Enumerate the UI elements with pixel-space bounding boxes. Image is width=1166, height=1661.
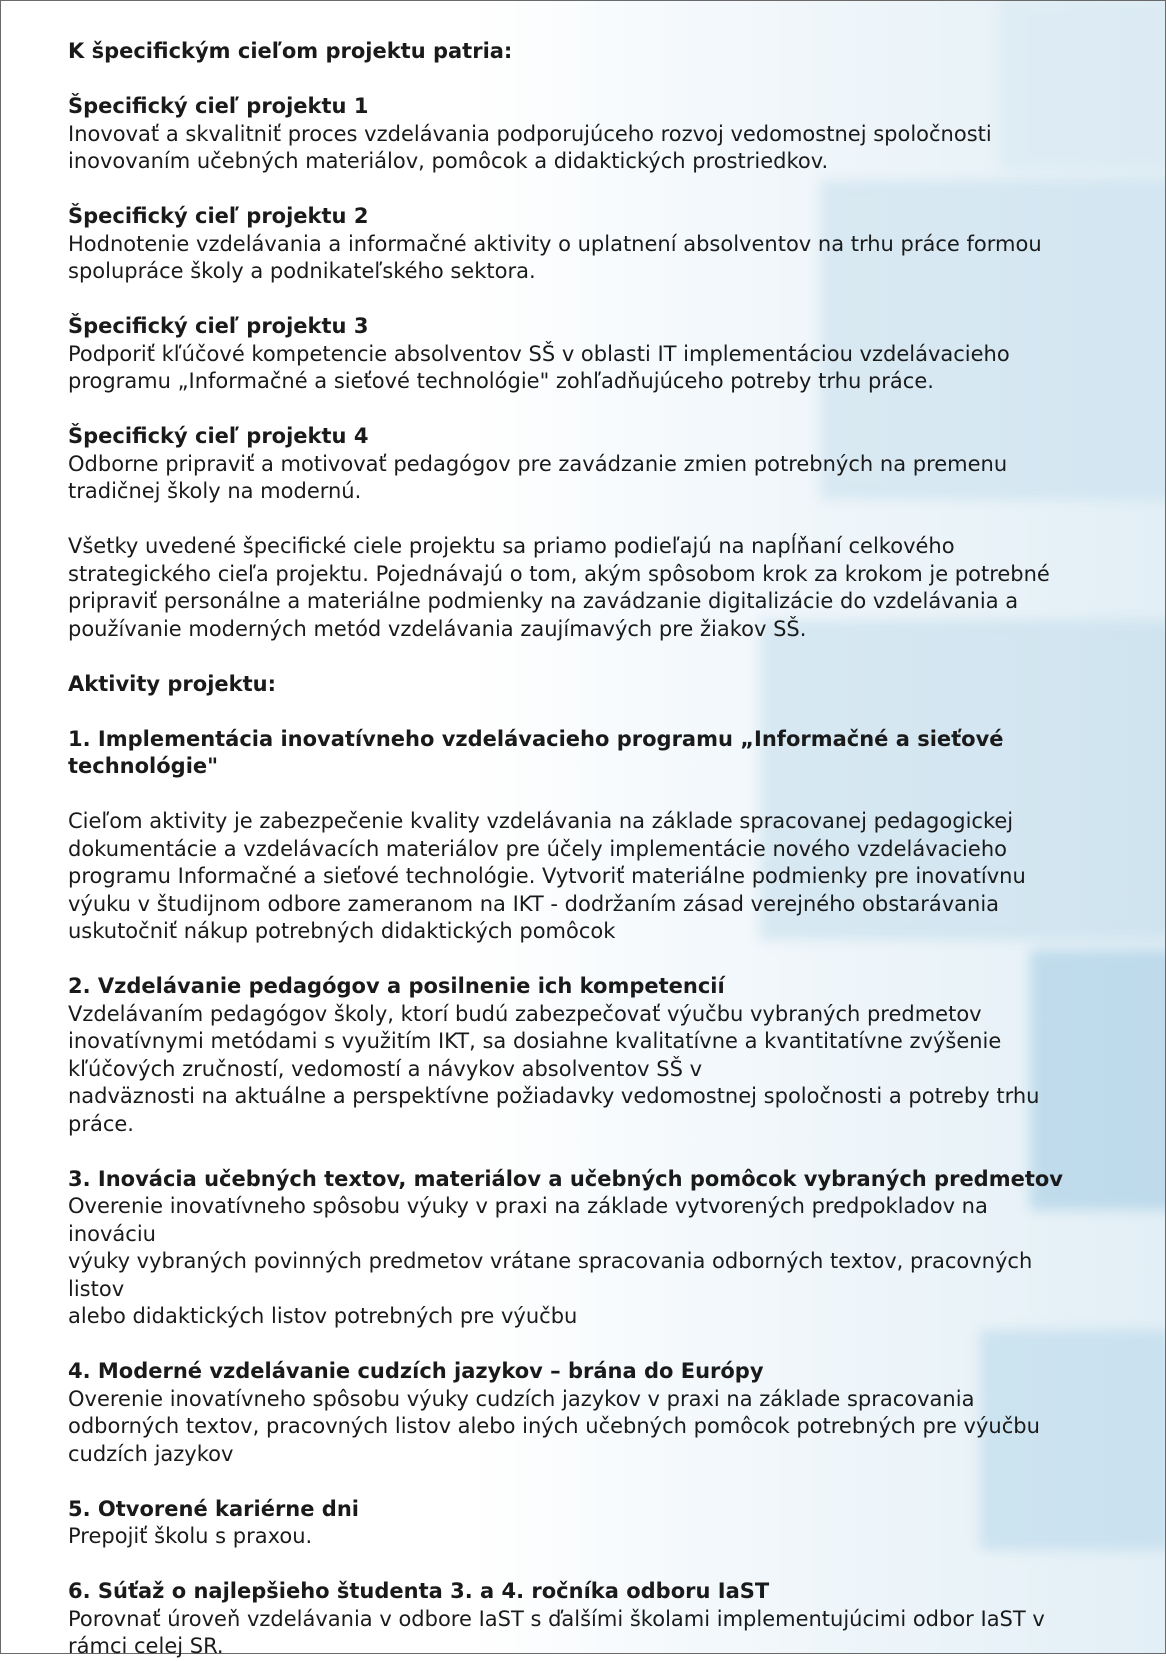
activity-1-text: Cieľom aktivity je zabezpečenie kvality vzdelávania na základe spracovanej pedagogickej dokumentácie a vzdelávacích materiálov pre účely implementácie nového vzdelávacieho programu Informačné a sieťové technológie. Vytvoriť materiálne podmienky pre inovatívnu výuku v študijnom odbore zameranom na IKT - dodržaním zásad verejného obstarávania uskutočniť nákup potrebných didaktických pomôcok (68, 809, 1026, 943)
goal-1-text: Inovovať a skvalitniť proces vzdelávania podporujúceho rozvoj vedomostnej spoločnosti inovovaním učebných materiálov, pomôcok a didaktických prostriedkov. (68, 121, 992, 173)
activity-5-text: Prepojiť školu s praxou. (68, 1524, 313, 1548)
activity-6-title: 6. Súťaž o najlepšieho študenta 3. a 4. ročníka odboru IaST (68, 1579, 770, 1603)
activity-6-text: Porovnať úroveň vzdelávania v odbore IaST s ďalšími školami implementujúcimi odbor IaST v rámci celej SR. (68, 1606, 1045, 1658)
activity-5-title: 5. Otvorené kariérne dni (68, 1496, 359, 1521)
goal-3-title: Špecifický cieľ projektu 3 (68, 314, 369, 338)
activity-1-title: 1. Implementácia inovatívneho vzdelávacieho programu „Informačné a sieťové technológie" (68, 726, 1004, 778)
goal-2-title: Špecifický cieľ projektu 2 (68, 204, 369, 228)
document-body (68, 38, 1068, 1661)
goal-1-title: Špecifický cieľ projektu 1 (68, 94, 369, 118)
activity-2-text: Vzdelávaním pedagógov školy, ktorí budú zabezpečovať výučbu vybraných predmetov inovatívnymi metódami s využitím IKT, sa dosiahne kvalitatívne a kvantitatívne zvýšenie kľúčových zručností, vedomostí a návykov absolventov SŠ v nadväznosti na aktuálne a perspektívne požiadavky vedomostnej spoločnosti a potreby trhu práce. (68, 1001, 1040, 1136)
activity-3-text: Overenie inovatívneho spôsobu výuky v praxi na základe vytvorených predpokladov na inováciu výuky vybraných povinných predmetov vrátane spracovania odborných textov, pracovných listov alebo didaktických listov potrebných pre výučbu (68, 1194, 1033, 1328)
activity-4-text: Overenie inovatívneho spôsobu výuky cudzích jazykov v praxi na základe spracovania odborných textov, pracovných listov alebo iných učebných pomôcok potrebných pre výučbu cudzích jazykov (68, 1386, 1040, 1466)
activity-3-title: 3. Inovácia učebných textov, materiálov a učebných pomôcok vybraných predmetov (68, 1166, 1063, 1191)
summary-paragraph: Všetky uvedené špecifické ciele projektu sa priamo podieľajú na napĺňaní celkového strategického cieľa projektu. Pojednávajú o tom, akým spôsobom krok za krokom je potrebné pripraviť personálne a materiálne podmienky na zavádzanie digitalizácie do vzdelávania a používanie moderných metód vzdelávania zaujímavých pre žiakov SŠ. (68, 534, 1050, 641)
goal-4-title: Špecifický cieľ projektu 4 (68, 424, 369, 448)
activities-heading: Aktivity projektu: (68, 671, 276, 696)
goal-4-text: Odborne pripraviť a motivovať pedagógov pre zavádzanie zmien potrebných na premenu tradičnej školy na modernú. (68, 451, 1008, 503)
activity-4-title: 4. Moderné vzdelávanie cudzích jazykov – brána do Európy (68, 1359, 764, 1383)
activity-2-title: 2. Vzdelávanie pedagógov a posilnenie ich kompetencií (68, 974, 725, 998)
goal-2-text: Hodnotenie vzdelávania a informačné aktivity o uplatnení absolventov na trhu práce formou spolupráce školy a podnikateľského sektora. (68, 231, 1042, 283)
goal-3-text: Podporiť kľúčové kompetencie absolventov SŠ v oblasti IT implementáciou vzdelávacieho programu „Informačné a sieťové technológie" zohľadňujúceho potreby trhu práce. (68, 341, 1010, 393)
intro-heading: K špecifickým cieľom projektu patria: (68, 39, 513, 63)
